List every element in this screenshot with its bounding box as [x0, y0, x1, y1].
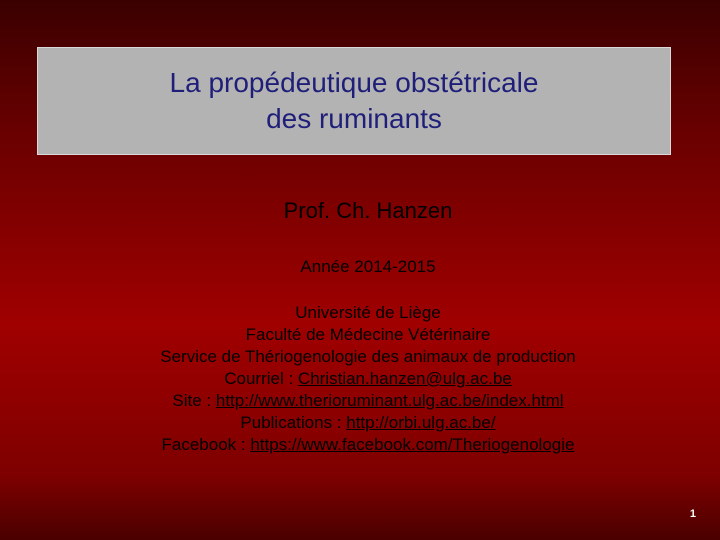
university-name: Université de Liège — [295, 303, 441, 322]
email-link[interactable]: Christian.hanzen@ulg.ac.be — [297, 369, 512, 388]
site-line — [0, 390, 720, 412]
faculty-name: Faculté de Médecine Vétérinaire — [245, 325, 491, 344]
facebook-label: Facebook : — [161, 435, 251, 454]
facebook-link[interactable]: https://www.facebook.com/Theriogenologie — [250, 435, 575, 454]
publications-line — [0, 412, 720, 434]
publications-label: Publications : — [240, 413, 347, 432]
academic-year: Année 2014-2015 — [300, 257, 436, 276]
site-label: Site : — [172, 391, 216, 410]
title-line-2: des ruminants — [266, 103, 442, 134]
facebook-line — [0, 434, 720, 456]
title-box — [37, 47, 671, 155]
contact-info — [0, 302, 720, 456]
title-line-1: La propédeutique obstétricale — [169, 67, 539, 98]
service-name: Service de Thériogenologie des animaux de production — [160, 347, 576, 366]
publications-link[interactable]: http://orbi.ulg.ac.be/ — [346, 413, 496, 432]
site-link[interactable]: http://www.therioruminant.ulg.ac.be/index.html — [215, 391, 564, 410]
email-label: Courriel : — [224, 369, 298, 388]
page-number: 1 — [689, 508, 696, 520]
email-line — [0, 368, 720, 390]
author-name: Prof. Ch. Hanzen — [283, 198, 453, 223]
